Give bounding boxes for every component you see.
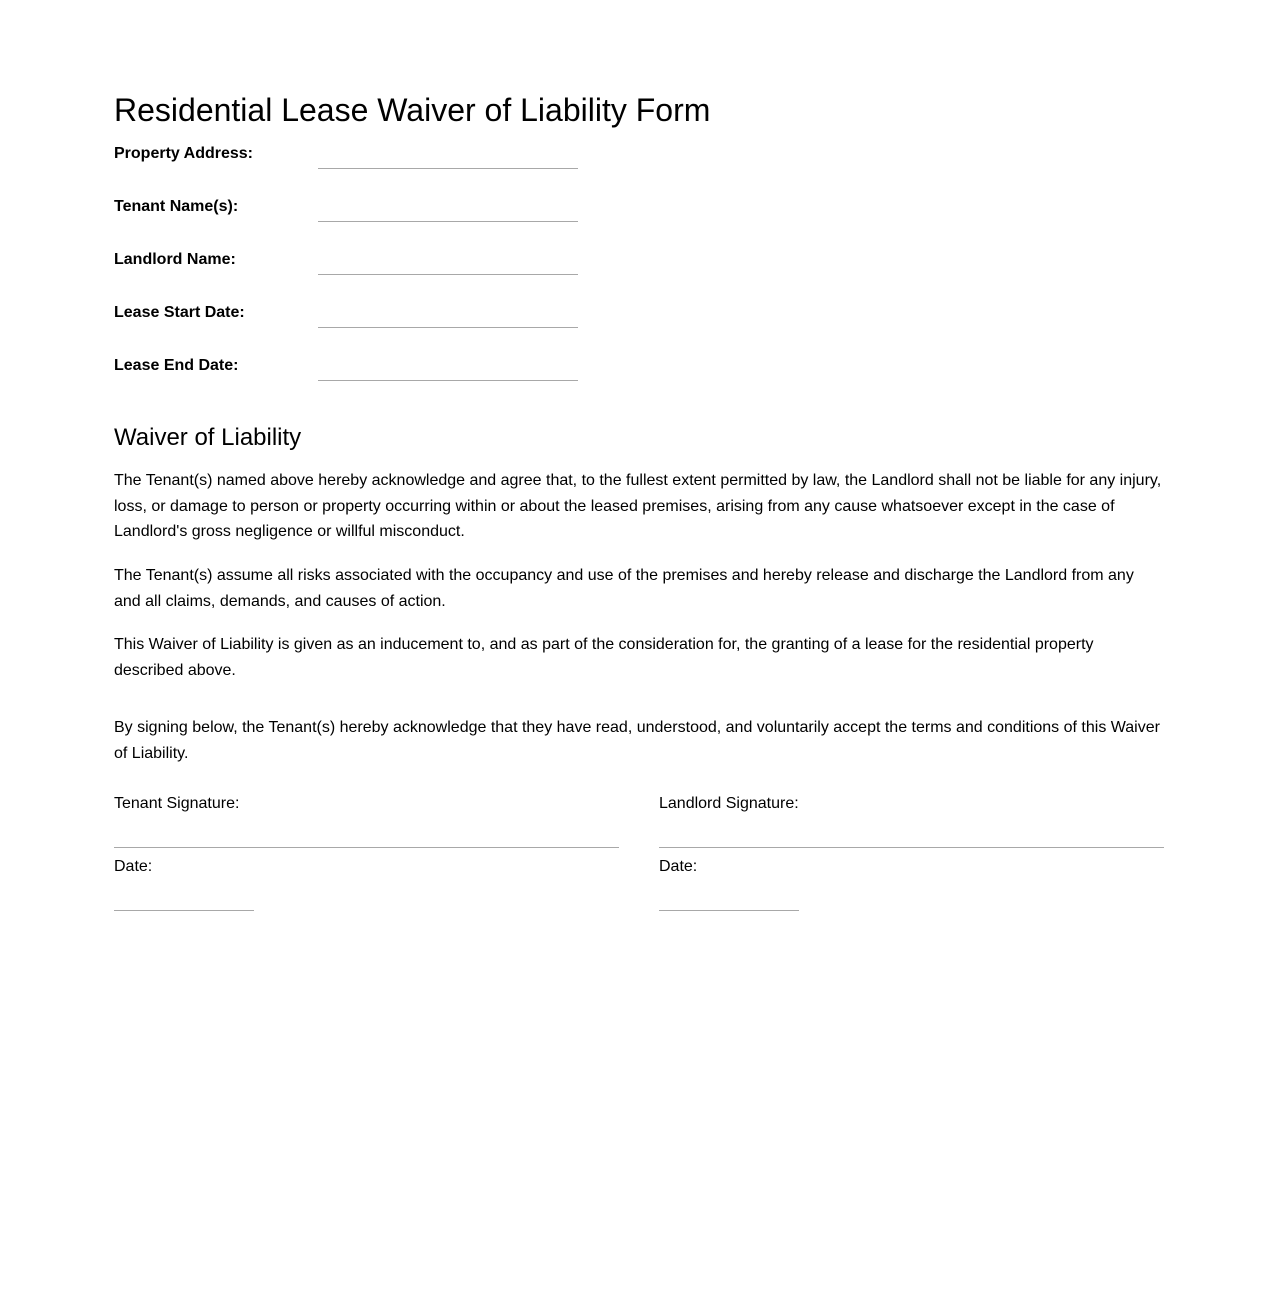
- waiver-paragraph-1: The Tenant(s) named above hereby acknowledge and agree that, to the fullest extent permitted by law, the Landlord shall not be liable for any injury, loss, or damage to person or property occurring within or about the leased premises, arising from any cause whatsoever except in the case of Landlord's gross negligence or willful misconduct.: [114, 472, 1162, 540]
- property-address-input[interactable]: [318, 168, 578, 169]
- field-property-address: [114, 144, 584, 174]
- waiver-paragraph-3: This Waiver of Liability is given as an inducement to, and as part of the consideration for, the granting of a lease for the residential property described above.: [114, 636, 1094, 679]
- tenant-signature-block: [114, 793, 619, 923]
- waiver-heading: Waiver of Liability: [114, 424, 302, 451]
- lease-start-date-input[interactable]: [318, 327, 578, 328]
- acknowledgement-paragraph: By signing below, the Tenant(s) hereby acknowledge that they have read, understood, and voluntarily accept the terms and conditions of this Waiver of Liability.: [114, 719, 1160, 762]
- page-title: Residential Lease Waiver of Liability Form: [114, 92, 711, 128]
- tenant-date-line[interactable]: [114, 910, 254, 911]
- field-lease-end-date: [114, 356, 584, 386]
- landlord-date-label: Date:: [659, 858, 698, 875]
- landlord-signature-line[interactable]: [659, 847, 1164, 848]
- property-address-label: Property Address:: [114, 145, 253, 162]
- landlord-name-label: Landlord Name:: [114, 251, 236, 268]
- lease-end-date-label: Lease End Date:: [114, 357, 239, 374]
- field-lease-start-date: [114, 303, 584, 333]
- tenant-signature-line[interactable]: [114, 847, 619, 848]
- waiver-paragraph-2: The Tenant(s) assume all risks associated with the occupancy and use of the premises and hereby release and discharge the Landlord from any and all claims, demands, and causes of action.: [114, 567, 1134, 610]
- tenant-names-input[interactable]: [318, 221, 578, 222]
- field-tenant-names: [114, 197, 584, 227]
- tenant-date-label: Date:: [114, 858, 153, 875]
- field-landlord-name: [114, 250, 584, 280]
- landlord-signature-label: Landlord Signature:: [659, 795, 799, 812]
- lease-start-date-label: Lease Start Date:: [114, 304, 245, 321]
- lease-end-date-input[interactable]: [318, 380, 578, 381]
- landlord-signature-block: [659, 793, 1164, 923]
- tenant-signature-label: Tenant Signature:: [114, 795, 240, 812]
- landlord-date-line[interactable]: [659, 910, 799, 911]
- tenant-names-label: Tenant Name(s):: [114, 198, 239, 215]
- landlord-name-input[interactable]: [318, 274, 578, 275]
